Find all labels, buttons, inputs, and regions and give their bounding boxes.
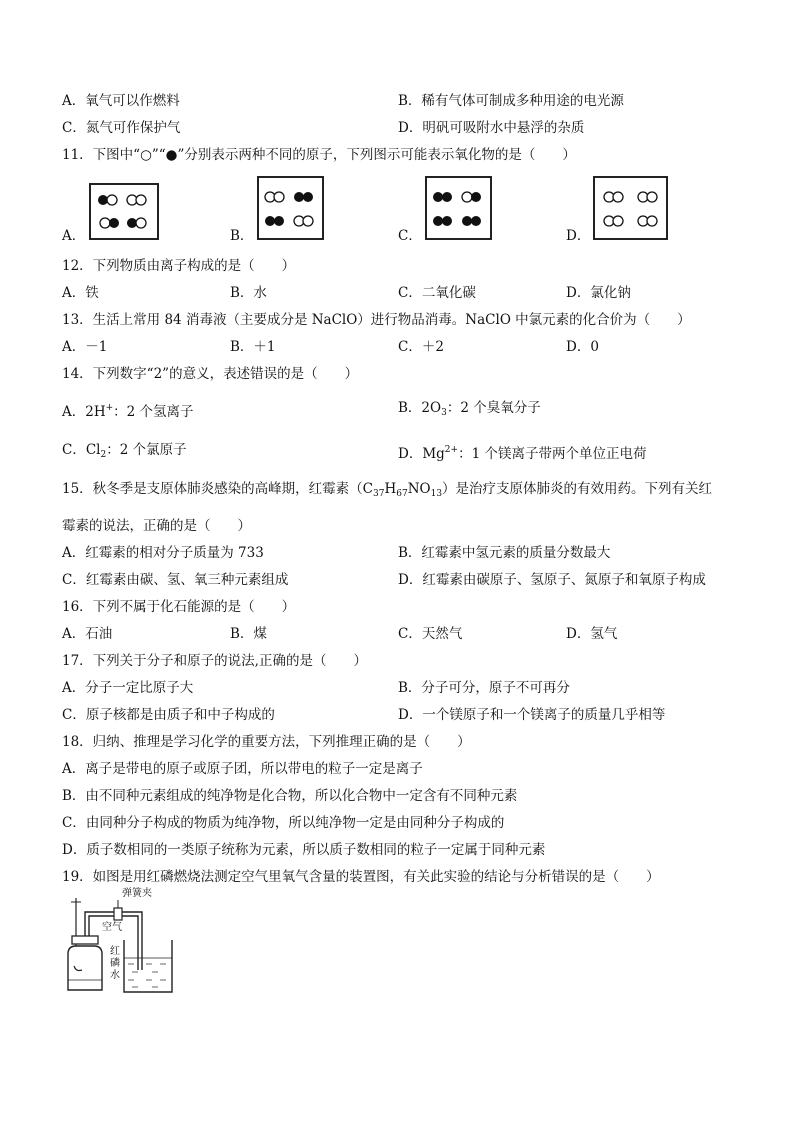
q15-formula-sub-c: 37 <box>373 489 385 499</box>
q15-option-c: C．红霉素由碳、氢、氧三种元素组成 <box>62 572 289 588</box>
q14-stem: 14．下列数字“2”的意义，表述错误的是（ ） <box>62 366 359 382</box>
q15-option-a: A．红霉素的相对分子质量为 733 <box>62 545 264 561</box>
q16-option-b: B．煤 <box>230 626 267 642</box>
q15-formula-sub-o: 13 <box>430 489 443 499</box>
q14-c-text: ：2 个氯原子 <box>106 442 187 458</box>
q13-option-c: C．＋2 <box>398 339 444 355</box>
q18-option-b: B．由不同种元素组成的纯净物是化合物，所以化合物中一定含有不同种元素 <box>62 788 518 804</box>
q17-option-d: D．一个镁原子和一个镁离子的质量几乎相等 <box>398 707 666 723</box>
q18-option-c: C．由同种分子构成的物质为纯净物，所以纯净物一定是由同种分子构成的 <box>62 815 505 831</box>
apparatus-drawing <box>62 890 182 998</box>
q14-a-formula: 2H <box>85 404 106 420</box>
q15-stem-line2: 霉素的说法，正确的是（ ） <box>62 518 251 534</box>
q16-option-c: C．天然气 <box>398 626 463 642</box>
q14-option-a <box>62 399 194 421</box>
q12-stem: 12．下列物质由离子构成的是（ ） <box>62 258 296 274</box>
label-red-2: 磷 <box>110 958 120 969</box>
q15-formula-sub-h: 67 <box>396 489 408 499</box>
q11-label-a: A． <box>62 228 86 244</box>
q17-option-c: C．原子核都是由质子和中子构成的 <box>62 707 275 723</box>
q12-option-a: A．铁 <box>62 285 99 301</box>
q14-d-text: ：1 个镁离子带两个单位正电荷 <box>458 446 647 462</box>
label-spring-clamp: 弹簧夹 <box>122 888 152 899</box>
q17-stem: 17．下列关于分子和原子的说法,正确的是（ ） <box>62 653 367 669</box>
q14-a-sup: + <box>105 403 114 413</box>
q14-a-text: ：2 个氢离子 <box>113 404 194 420</box>
q14-b-sub: 3 <box>441 408 447 418</box>
q14-c-prefix: C． <box>62 442 86 458</box>
q16-option-a: A．石油 <box>62 626 113 642</box>
q11-label-d: D． <box>566 228 591 244</box>
label-water: 水 <box>110 970 120 981</box>
q11-diagram-b <box>257 176 324 240</box>
q14-c-formula: Cl <box>85 442 101 458</box>
q15-stem-line1 <box>62 480 712 503</box>
q14-b-text: ：2 个臭氧分子 <box>446 400 541 416</box>
q18-stem: 18．归纳、推理是学习化学的重要方法，下列推理正确的是（ ） <box>62 734 471 750</box>
q14-b-formula: 2O <box>421 400 442 416</box>
q10-option-a: A．氧气可以作燃料 <box>62 93 180 109</box>
q10-option-b: B．稀有气体可制成多种用途的电光源 <box>398 93 624 109</box>
q12-option-d: D．氯化钠 <box>566 285 631 301</box>
q18-option-d: D．质子数相同的一类原子统称为元素，所以质子数相同的粒子一定属于同种元素 <box>62 842 546 858</box>
q13-option-d: D．0 <box>566 339 599 355</box>
q14-d-prefix: D． <box>398 446 423 462</box>
q14-option-b <box>398 399 541 422</box>
q11-diagram-c <box>425 176 492 240</box>
q14-option-d <box>398 441 646 463</box>
q11-label-c: C． <box>398 228 422 244</box>
q15-option-d: D．红霉素由碳原子、氢原子、氮原子和氧原子构成 <box>398 572 706 588</box>
molecule-diagram-b <box>259 178 322 238</box>
q14-d-formula: Mg <box>422 446 445 462</box>
molecule-diagram-a <box>91 185 157 238</box>
q15-option-b: B．红霉素中氢元素的质量分数最大 <box>398 545 611 561</box>
q15-stem-part1: 15．秋冬季是支原体肺炎感染的高峰期，红霉素（C <box>62 481 374 497</box>
q19-stem: 19．如图是用红磷燃烧法测定空气里氧气含量的装置图，有关此实验的结论与分析错误的是（ ） <box>62 869 660 885</box>
q16-stem: 16．下列不属于化石能源的是（ ） <box>62 599 296 615</box>
q13-stem: 13．生活上常用 84 消毒液（主要成分是 NaClO）进行物品消毒。NaClO 中氯元素的化合价为（ ） <box>62 312 691 328</box>
q12-option-b: B．水 <box>230 285 267 301</box>
q10-option-d: D．明矾可吸附水中悬浮的杂质 <box>398 120 585 136</box>
q14-a-prefix: A． <box>62 404 86 420</box>
q14-b-prefix: B． <box>398 400 422 416</box>
label-red-1: 红 <box>110 946 120 957</box>
q15-formula-no: NO <box>407 481 431 497</box>
q14-option-c <box>62 441 187 464</box>
q15-stem-part2: ）是治疗支原体肺炎的有效用药。下列有关红 <box>442 481 713 497</box>
q11-diagram-a <box>89 183 159 240</box>
q14-c-sub: 2 <box>100 450 107 460</box>
q12-option-c: C．二氧化碳 <box>398 285 476 301</box>
q17-option-b: B．分子可分，原子不可再分 <box>398 680 570 696</box>
q17-option-a: A．分子一定比原子大 <box>62 680 194 696</box>
q11-stem: 11．下图中“○”“●”分别表示两种不同的原子，下列图示可能表示氧化物的是（ ） <box>62 147 576 163</box>
q13-option-b: B．＋1 <box>230 339 276 355</box>
q10-option-c: C．氮气可作保护气 <box>62 120 181 136</box>
q18-option-a: A．离子是带电的原子或原子团，所以带电的粒子一定是离子 <box>62 761 423 777</box>
q13-option-a: A．－1 <box>62 339 108 355</box>
molecule-diagram-d <box>595 178 666 238</box>
label-air: 空气 <box>102 922 122 933</box>
red-phosphorus-apparatus <box>62 890 182 998</box>
q11-diagram-d <box>593 176 668 240</box>
q11-label-b: B． <box>230 228 254 244</box>
q14-d-sup: 2+ <box>444 445 459 455</box>
q16-option-d: D．氢气 <box>566 626 618 642</box>
molecule-diagram-c <box>427 178 490 238</box>
q15-formula-h: H <box>384 481 397 497</box>
